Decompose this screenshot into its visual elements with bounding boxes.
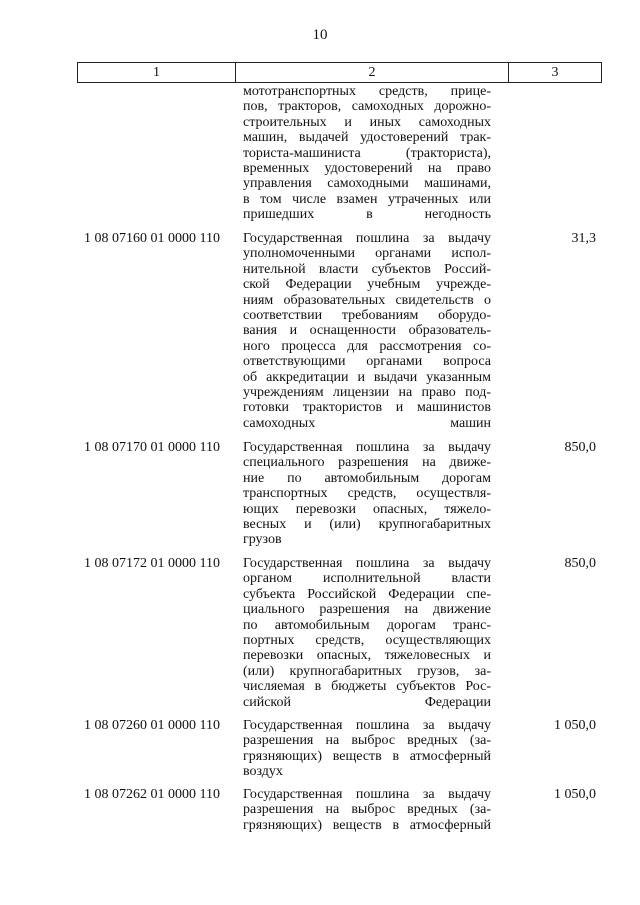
page-number: 10 — [312, 27, 328, 43]
desc-line: пришедших в негодность — [243, 207, 491, 223]
desc-line: ние по автомобильным дорогам — [243, 470, 491, 486]
table-header — [77, 62, 602, 83]
desc-line: Государственная пошлина за выдачу — [243, 556, 491, 571]
desc-line: Государственная пошлина за выдачу — [243, 718, 491, 733]
row-amount: 850,0 — [564, 440, 596, 455]
desc-line: Государственная пошлина за выдачу — [243, 787, 491, 802]
desc-line: нительной власти субъектов Россий- — [243, 261, 491, 277]
header-col-3: 3 — [551, 65, 559, 80]
continuation-description — [243, 84, 491, 223]
desc-line: учреждениям лицензии на право под- — [243, 385, 491, 401]
desc-line: Государственная пошлина за выдачу — [243, 440, 491, 455]
desc-line: ющих перевозки опасных, тяжело- — [243, 501, 491, 517]
desc-line: ного процесса для рассмотрения со- — [243, 338, 491, 354]
desc-line: воздух — [243, 764, 283, 780]
desc-line: соответствии требованиям оборудо- — [243, 308, 491, 324]
desc-line: циального разрешения на движение — [243, 602, 491, 618]
desc-line: управления самоходными машинами, — [243, 176, 491, 192]
desc-line: (или) крупногабаритных грузов, за- — [243, 663, 491, 679]
row-code: 1 08 07260 01 0000 110 — [84, 718, 220, 733]
desc-line: сийской Федерации — [243, 694, 491, 710]
desc-line: ториста-машиниста (тракториста), — [243, 145, 491, 161]
row-code: 1 08 07160 01 0000 110 — [84, 231, 220, 246]
desc-line: разрешения на выброс вредных (за- — [243, 733, 491, 749]
header-col-1: 1 — [78, 63, 236, 82]
desc-line: готовки трактористов и машинистов — [243, 400, 491, 416]
row-description — [243, 231, 491, 431]
row-description — [243, 440, 491, 548]
row-description — [243, 787, 491, 833]
row-description — [243, 718, 491, 780]
desc-line: грузов — [243, 532, 282, 548]
desc-line: субъекта Российской Федерации спе- — [243, 586, 491, 602]
desc-line: ниям образовательных свидетельств о — [243, 292, 491, 308]
desc-line: числяемая в бюджеты субъектов Рос- — [243, 679, 491, 695]
row-code: 1 08 07170 01 0000 110 — [84, 440, 220, 455]
desc-line: уполномоченными органами испол- — [243, 246, 491, 262]
row-code: 1 08 07172 01 0000 110 — [84, 556, 220, 571]
desc-line: специального разрешения на движе- — [243, 455, 491, 471]
desc-line: мототранспортных средств, прице- — [243, 84, 491, 99]
desc-line: перевозки опасных, тяжеловесных и — [243, 648, 491, 664]
desc-line: самоходных машин — [243, 415, 491, 431]
row-amount: 31,3 — [571, 231, 596, 246]
row-code: 1 08 07262 01 0000 110 — [84, 787, 220, 802]
desc-line: об аккредитации и выдачи указанным — [243, 369, 491, 385]
row-amount: 1 050,0 — [554, 718, 596, 733]
header-col-2: 2 — [236, 63, 509, 82]
row-amount: 1 050,0 — [554, 787, 596, 802]
desc-line: портных средств, осуществляющих — [243, 633, 491, 649]
desc-line: Государственная пошлина за выдачу — [243, 231, 491, 246]
desc-line: пов, тракторов, самоходных дорожно- — [243, 99, 491, 115]
desc-line: ответствующими органами вопроса — [243, 354, 491, 370]
desc-line: разрешения на выброс вредных (за- — [243, 802, 491, 818]
desc-line: по автомобильным дорогам транс- — [243, 617, 491, 633]
desc-line: ской Федерации учебным учрежде- — [243, 277, 491, 293]
desc-line: строительных и иных самоходных — [243, 114, 491, 130]
row-description — [243, 556, 491, 710]
desc-line: грязняющих) веществ в атмосферный — [243, 748, 491, 764]
desc-line: органом исполнительной власти — [243, 571, 491, 587]
desc-line: грязняющих) веществ в атмосферный — [243, 817, 491, 833]
desc-line: весных и (или) крупногабаритных — [243, 517, 491, 533]
row-amount: 850,0 — [564, 556, 596, 571]
desc-line: транспортных средств, осуществля- — [243, 486, 491, 502]
desc-line: временных удостоверений на право — [243, 161, 491, 177]
desc-line: вания и оснащенности образователь- — [243, 323, 491, 339]
desc-line: в том числе взамен утраченных или — [243, 191, 491, 207]
desc-line: машин, выдачей удостоверений трак- — [243, 130, 491, 146]
